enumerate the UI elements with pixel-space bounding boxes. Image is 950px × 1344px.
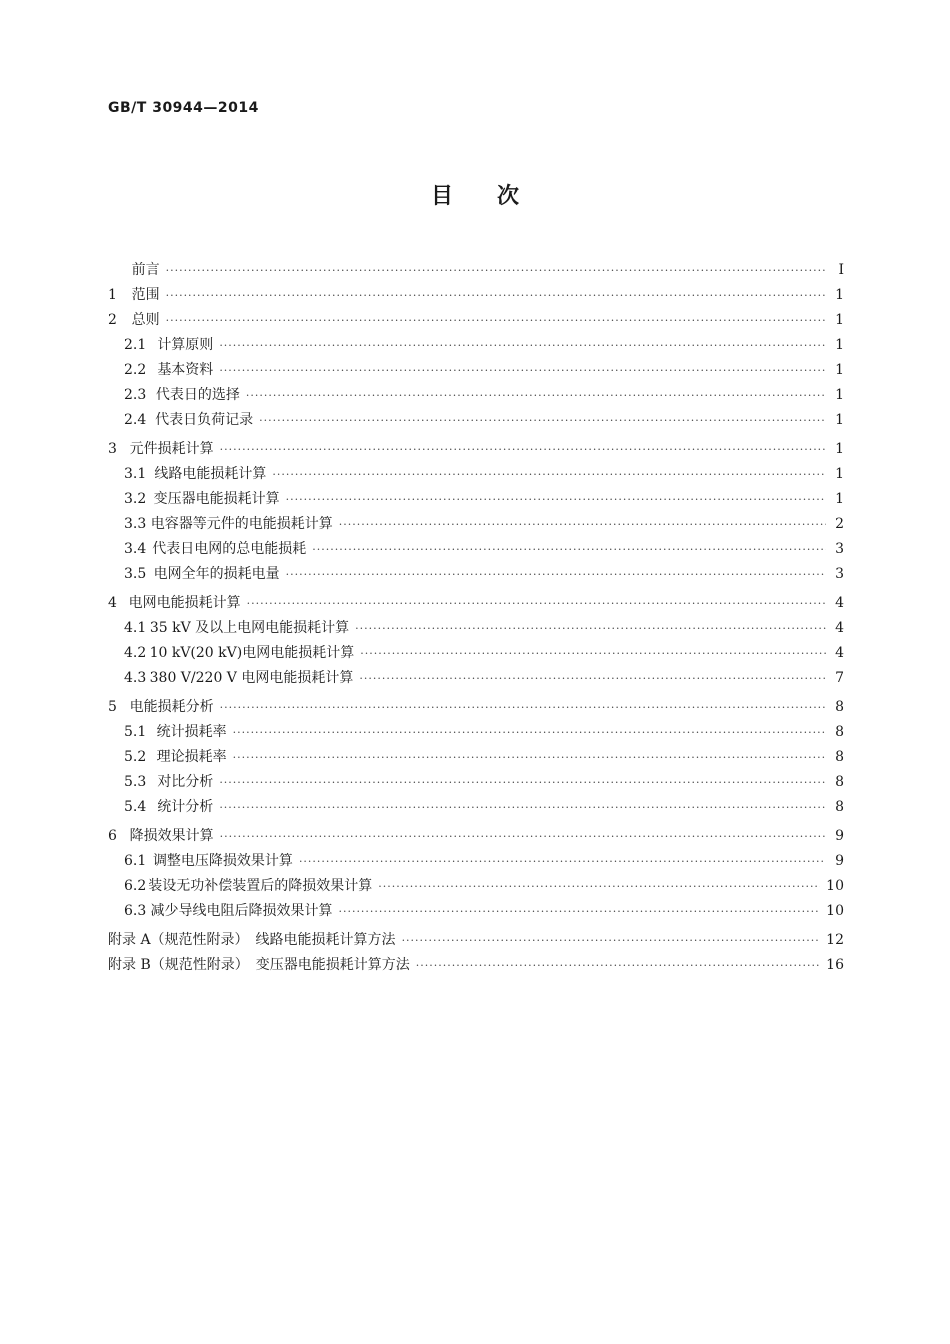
toc-entry-number: 5.2 bbox=[124, 749, 147, 765]
toc-entry[interactable] bbox=[108, 641, 844, 666]
toc-entry-page: 8 bbox=[835, 699, 844, 715]
toc-entry-page: 4 bbox=[835, 645, 844, 661]
toc-entry-page: 1 bbox=[835, 387, 844, 403]
toc-leader-dots bbox=[286, 562, 826, 587]
toc-entry-page: 8 bbox=[835, 749, 844, 765]
toc-entry-label: 装设无功补偿装置后的降损效果计算 bbox=[148, 878, 373, 894]
toc-entry[interactable] bbox=[108, 512, 844, 537]
toc-entry-label: 代表日电网的总电能损耗 bbox=[152, 541, 307, 557]
toc-entry-label: 统计损耗率 bbox=[156, 724, 227, 740]
toc-entry-label: 10 kV(20 kV)电网电能损耗计算 bbox=[149, 645, 355, 661]
toc-entry-page: 8 bbox=[835, 774, 844, 790]
toc-entry-page: 1 bbox=[835, 312, 844, 328]
toc-leader-dots bbox=[416, 953, 820, 978]
toc-entry-number: 5.3 bbox=[124, 774, 147, 790]
toc-leader-dots bbox=[246, 383, 826, 408]
toc-entry-page: 8 bbox=[835, 724, 844, 740]
toc-entry-page: 1 bbox=[835, 362, 844, 378]
toc-leader-dots bbox=[220, 824, 826, 849]
toc-entry-label: 380 V/220 V 电网电能损耗计算 bbox=[149, 670, 354, 686]
toc-entry[interactable] bbox=[108, 849, 844, 874]
toc-entry-label: 基本资料 bbox=[157, 362, 214, 378]
toc-leader-dots bbox=[166, 283, 826, 308]
toc-leader-dots bbox=[166, 308, 826, 333]
toc-leader-dots bbox=[166, 258, 826, 283]
toc-leader-dots bbox=[339, 512, 826, 537]
toc-entry-label: 附录 B（规范性附录） 变压器电能损耗计算方法 bbox=[108, 957, 410, 973]
toc-entry-label: 电容器等元件的电能损耗计算 bbox=[150, 516, 333, 532]
standard-code: GB/T 30944—2014 bbox=[108, 100, 259, 116]
toc-entry[interactable] bbox=[108, 487, 844, 512]
toc-entry[interactable] bbox=[108, 408, 844, 433]
toc-entry[interactable] bbox=[108, 437, 844, 462]
toc-entry-number: 6.3 bbox=[124, 903, 147, 919]
toc-entry[interactable] bbox=[108, 899, 844, 924]
toc-leader-dots bbox=[286, 487, 826, 512]
toc-leader-dots bbox=[233, 720, 826, 745]
toc-entry-page: 1 bbox=[835, 412, 844, 428]
toc-entry[interactable] bbox=[108, 462, 844, 487]
toc-entry-label: 电网电能损耗计算 bbox=[128, 595, 241, 611]
toc-leader-dots bbox=[247, 591, 826, 616]
toc-entry-page: 1 bbox=[835, 466, 844, 482]
toc-entry-number: 3.5 bbox=[124, 566, 147, 582]
toc-entry-page: 2 bbox=[835, 516, 844, 532]
toc-entry[interactable] bbox=[108, 666, 844, 691]
toc-entry-label: 电网全年的损耗电量 bbox=[153, 566, 280, 582]
toc-entry[interactable] bbox=[108, 562, 844, 587]
toc-entry-page: 3 bbox=[835, 566, 844, 582]
toc-entry[interactable] bbox=[108, 874, 844, 899]
toc-entry-number: 6 bbox=[108, 828, 117, 844]
toc-entry-label: 变压器电能损耗计算 bbox=[153, 491, 280, 507]
toc-entry[interactable] bbox=[108, 383, 844, 408]
toc-entry-label: 前言 bbox=[131, 262, 160, 278]
page-title: 目 次 bbox=[430, 184, 519, 209]
toc-entry-page: 8 bbox=[835, 799, 844, 815]
toc-entry[interactable] bbox=[108, 745, 844, 770]
toc-entry-page: 9 bbox=[835, 853, 844, 869]
toc-entry-number: 6.2 bbox=[124, 878, 147, 894]
toc-leader-dots bbox=[219, 770, 826, 795]
toc-leader-dots bbox=[402, 928, 821, 953]
toc-entry-number: 3.3 bbox=[124, 516, 147, 532]
toc-entry[interactable] bbox=[108, 333, 844, 358]
toc-entry[interactable] bbox=[108, 824, 844, 849]
toc-entry-number: 4.1 bbox=[124, 620, 147, 636]
toc-entry[interactable] bbox=[108, 720, 844, 745]
toc-entry-label: 代表日负荷记录 bbox=[155, 412, 254, 428]
toc-entry[interactable] bbox=[108, 308, 844, 333]
toc-entry-label: 元件损耗计算 bbox=[129, 441, 214, 457]
toc-entry-number: 4.2 bbox=[124, 645, 147, 661]
toc-leader-dots bbox=[219, 795, 826, 820]
toc-entry-page: 10 bbox=[826, 878, 844, 894]
toc-entry-page: 3 bbox=[835, 541, 844, 557]
toc-leader-dots bbox=[312, 537, 826, 562]
toc-entry-number: 3.1 bbox=[124, 466, 147, 482]
toc-entry[interactable] bbox=[108, 537, 844, 562]
toc-leader-dots bbox=[220, 695, 826, 720]
toc-entry-label: 电能损耗分析 bbox=[129, 699, 214, 715]
toc-leader-dots bbox=[272, 462, 826, 487]
toc-entry-label: 减少导线电阻后降损效果计算 bbox=[150, 903, 333, 919]
table-of-contents bbox=[108, 258, 844, 978]
toc-entry-page: 1 bbox=[835, 491, 844, 507]
toc-entry-label: 理论损耗率 bbox=[156, 749, 227, 765]
toc-leader-dots bbox=[219, 333, 826, 358]
toc-leader-dots bbox=[359, 666, 826, 691]
toc-leader-dots bbox=[338, 899, 820, 924]
toc-entry[interactable] bbox=[108, 795, 844, 820]
toc-leader-dots bbox=[360, 641, 826, 666]
toc-leader-dots bbox=[219, 358, 826, 383]
toc-entry-number: 5.1 bbox=[124, 724, 147, 740]
toc-entry-label: 35 kV 及以上电网电能损耗计算 bbox=[149, 620, 350, 636]
toc-entry-page: 1 bbox=[835, 441, 844, 457]
toc-entry-number: 5 bbox=[108, 699, 117, 715]
toc-entry[interactable] bbox=[108, 695, 844, 720]
toc-entry[interactable] bbox=[108, 591, 844, 616]
toc-entry-number: 1 bbox=[108, 287, 117, 303]
toc-leader-dots bbox=[355, 616, 826, 641]
toc-entry-label: 对比分析 bbox=[157, 774, 214, 790]
toc-entry-label: 降损效果计算 bbox=[129, 828, 214, 844]
toc-entry[interactable] bbox=[108, 283, 844, 308]
toc-entry-number: 2.2 bbox=[124, 362, 147, 378]
toc-entry[interactable] bbox=[108, 770, 844, 795]
toc-entry[interactable] bbox=[108, 258, 844, 283]
toc-leader-dots bbox=[220, 437, 826, 462]
toc-entry-label: 统计分析 bbox=[157, 799, 214, 815]
toc-entry-number: 3.4 bbox=[124, 541, 147, 557]
toc-entry-page: 12 bbox=[826, 932, 844, 948]
toc-entry-label: 代表日的选择 bbox=[155, 387, 240, 403]
toc-leader-dots bbox=[259, 408, 826, 433]
toc-entry-number: 2.4 bbox=[124, 412, 147, 428]
toc-entry-page: 1 bbox=[835, 287, 844, 303]
toc-entry[interactable] bbox=[108, 953, 844, 978]
toc-entry[interactable] bbox=[108, 358, 844, 383]
toc-entry-number: 2.3 bbox=[124, 387, 147, 403]
toc-entry-page: 1 bbox=[835, 337, 844, 353]
toc-entry-label: 范围 bbox=[131, 287, 160, 303]
toc-entry-page: 4 bbox=[835, 620, 844, 636]
toc-entry-label: 总则 bbox=[131, 312, 160, 328]
toc-entry-page: 4 bbox=[835, 595, 844, 611]
toc-entry-label: 计算原则 bbox=[157, 337, 214, 353]
toc-entry-label: 线路电能损耗计算 bbox=[154, 466, 267, 482]
toc-entry[interactable] bbox=[108, 616, 844, 641]
toc-entry-page: 7 bbox=[835, 670, 844, 686]
toc-entry-number: 4 bbox=[108, 595, 117, 611]
toc-entry-number: 2 bbox=[108, 312, 117, 328]
toc-leader-dots bbox=[233, 745, 826, 770]
toc-entry[interactable] bbox=[108, 928, 844, 953]
toc-entry-page: Ⅰ bbox=[838, 262, 844, 278]
toc-entry-number: 2.1 bbox=[124, 337, 147, 353]
toc-entry-label: 附录 A（规范性附录） 线路电能损耗计算方法 bbox=[108, 932, 396, 948]
toc-entry-number: 4.3 bbox=[124, 670, 147, 686]
toc-entry-number: 5.4 bbox=[124, 799, 147, 815]
toc-entry-page: 16 bbox=[826, 957, 844, 973]
toc-entry-page: 9 bbox=[835, 828, 844, 844]
toc-entry-page: 10 bbox=[826, 903, 844, 919]
toc-leader-dots bbox=[299, 849, 826, 874]
toc-entry-label: 调整电压降损效果计算 bbox=[152, 853, 293, 869]
toc-entry-number: 3 bbox=[108, 441, 117, 457]
toc-entry-number: 3.2 bbox=[124, 491, 147, 507]
toc-entry-number: 6.1 bbox=[124, 853, 147, 869]
toc-leader-dots bbox=[378, 874, 820, 899]
